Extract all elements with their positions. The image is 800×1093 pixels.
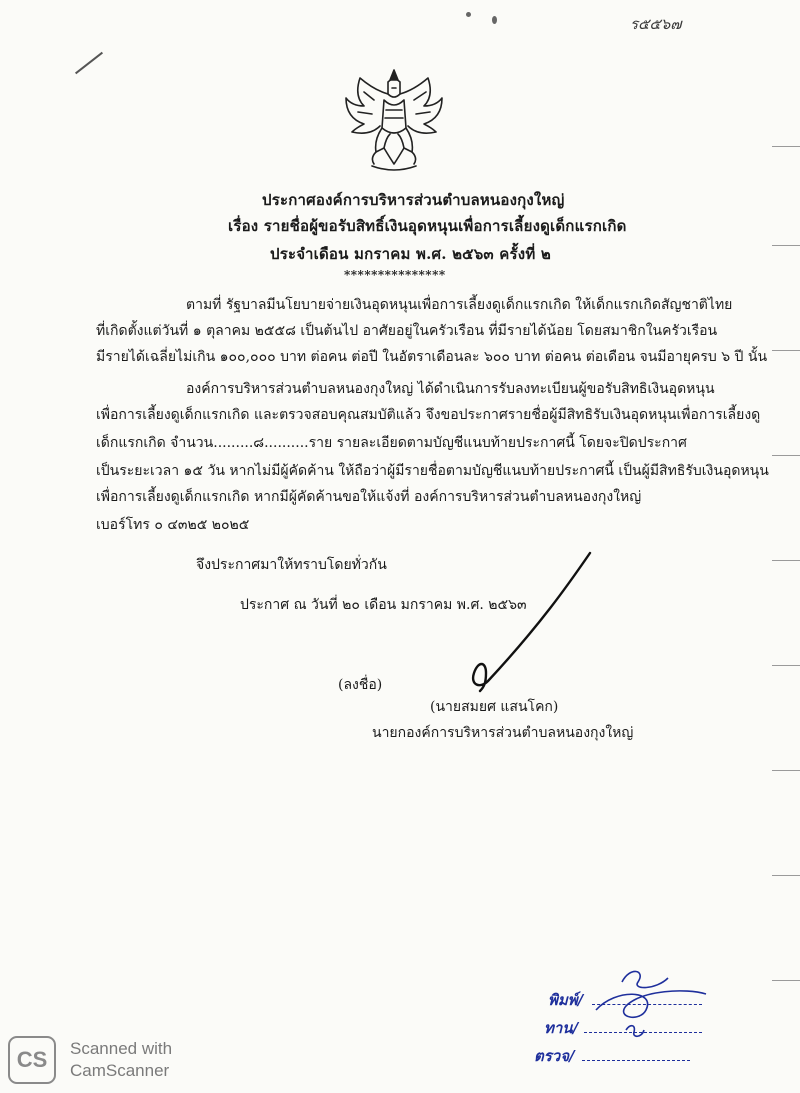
body-line-6: เด็กแรกเกิด จำนวน.........๘..........ราย รายละเอียดตามบัญชีแนบท้ายประกาศนี้ โดยจะปิดประกาศ: [96, 435, 687, 451]
edge-mark: [772, 875, 800, 876]
edge-mark: [772, 350, 800, 351]
edge-mark: [772, 980, 800, 981]
watermark-line-1: Scanned with: [70, 1039, 173, 1058]
body-line-1: ตามที่ รัฐบาลมีนโยบายจ่ายเงินอุดหนุนเพื่อการเลี้ยงดูเด็กแรกเกิด ให้เด็กแรกเกิดสัญชาติไทย: [186, 297, 733, 313]
initials-scribble: [586, 960, 716, 1060]
camscanner-badge-text: CS: [16, 1047, 48, 1072]
handwritten-note: ร๕๕๖๗: [630, 15, 682, 33]
stamp-check-label: ทาน/: [544, 1019, 579, 1037]
closing-statement: จึงประกาศมาให้ทราบโดยทั่วกัน: [196, 557, 387, 573]
stamp-print-label: พิมพ์/: [548, 991, 584, 1009]
stamp-verify-label: ตรวจ/: [534, 1047, 575, 1065]
camscanner-watermark: [8, 1036, 228, 1088]
edge-mark: [772, 560, 800, 561]
edge-mark: [772, 665, 800, 666]
signature-mark: [440, 545, 600, 695]
edge-mark: [772, 770, 800, 771]
edge-mark: [772, 455, 800, 456]
watermark-line-2: CamScanner: [70, 1061, 170, 1080]
edge-mark: [772, 146, 800, 147]
body-line-2: ที่เกิดตั้งแต่วันที่ ๑ ตุลาคม ๒๕๕๘ เป็นต้นไป อาศัยอยู่ในครัวเรือน ที่มีรายได้น้อย โดยสมาชิกในครัวเรือน: [96, 323, 718, 339]
garuda-emblem-icon: [334, 66, 454, 176]
edge-mark: [772, 245, 800, 246]
body-line-4: องค์การบริหารส่วนตำบลหนองกุงใหญ่ ได้ดำเนินการรับลงทะเบียนผู้ขอรับสิทธิเงินอุดหนุน: [186, 381, 715, 397]
body-line-8: เพื่อการเลี้ยงดูเด็กแรกเกิด หากมีผู้คัดค้านขอให้แจ้งที่ องค์การบริหารส่วนตำบลหนองกุงใหญ่: [96, 489, 642, 505]
body-line-5: เพื่อการเลี้ยงดูเด็กแรกเกิด และตรวจสอบคุณสมบัติแล้ว จึงขอประกาศรายชื่อผู้มีสิทธิรับเงินอุดหนุนเพื่อการเลี้ยงดู: [96, 407, 761, 423]
announcement-date: ประกาศ ณ วันที่ ๒๐ เดือน มกราคม พ.ศ. ๒๕๖๓: [240, 597, 527, 613]
announcement-period: ประจำเดือน มกราคม พ.ศ. ๒๕๖๓ ครั้งที่ ๒: [270, 245, 551, 263]
announcement-subject: เรื่อง รายชื่อผู้ขอรับสิทธิ์เงินอุดหนุนเพื่อการเลี้ยงดูเด็กแรกเกิด: [228, 217, 627, 235]
camscanner-logo-icon: [8, 1036, 56, 1084]
scan-dot: [466, 12, 471, 17]
signatory-name: (นายสมยศ แสนโคก): [430, 699, 559, 715]
body-line-7: เป็นระยะเวลา ๑๕ วัน หากไม่มีผู้คัดค้าน ให้ถือว่าผู้มีรายชื่อตามบัญชีแนบท้ายประกาศนี้ เป็นผู้มีสิทธิรับเงินอุดหนุน: [96, 463, 769, 479]
body-line-3: มีรายได้เฉลี่ยไม่เกิน ๑๐๐,๐๐๐ บาท ต่อคน ต่อปี ในอัตราเดือนละ ๖๐๐ บาท ต่อคน ต่อเดือน จนมีอายุครบ ๖ ปี นั้น: [96, 349, 768, 365]
sign-label: (ลงชื่อ): [338, 677, 383, 693]
announcement-org-title: ประกาศองค์การบริหารส่วนตำบลหนองกุงใหญ่: [262, 191, 565, 209]
scan-mark: [75, 52, 103, 75]
verification-stamp: [520, 960, 720, 1070]
separator-stars: ***************: [344, 268, 446, 282]
stamp-verify-line: [582, 1060, 690, 1061]
signatory-position: นายกองค์การบริหารส่วนตำบลหนองกุงใหญ่: [372, 725, 634, 741]
body-line-9: เบอร์โทร ๐ ๔๓๒๕ ๒๐๒๕: [96, 517, 250, 533]
scan-dot: [492, 16, 497, 24]
